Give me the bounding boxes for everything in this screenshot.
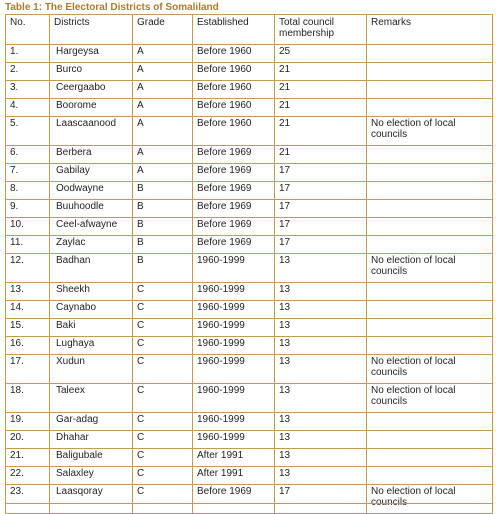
header-districts: Districts — [50, 15, 133, 45]
cell-district: Taleex — [50, 384, 133, 413]
cell-total-council-membership: 17 — [275, 182, 367, 200]
cell-district: Salaxley — [50, 467, 133, 485]
cell-grade: C — [133, 413, 193, 431]
cell-district: Sheekh — [50, 283, 133, 301]
cell-grade: A — [133, 45, 193, 63]
table-row — [6, 431, 493, 449]
cell-established: Before 1969 — [193, 200, 275, 218]
cell-grade: C — [133, 449, 193, 467]
cell-total-council-membership: 21 — [275, 81, 367, 99]
cell-district: Xudun — [50, 355, 133, 384]
cell-no: 11. — [6, 236, 50, 254]
cell-grade: C — [133, 301, 193, 319]
table-row — [6, 63, 493, 81]
cell-remarks — [367, 301, 493, 319]
cell-remarks — [367, 467, 493, 485]
cell-remarks — [367, 146, 493, 164]
table-row — [6, 218, 493, 236]
cell-total-council-membership: 17 — [275, 200, 367, 218]
cell-total-council-membership: 13 — [275, 467, 367, 485]
cell-remarks: No election of local councils — [367, 254, 493, 283]
cell-district: Gar-adag — [50, 413, 133, 431]
cell-district: Laascaanood — [50, 117, 133, 146]
cell-district: Buuhoodle — [50, 200, 133, 218]
cell-no: 16. — [6, 337, 50, 355]
cell-established: Before 1960 — [193, 63, 275, 81]
cell-grade: C — [133, 467, 193, 485]
cell-total-council-membership: 13 — [275, 355, 367, 384]
cell-total-council-membership: 17 — [275, 236, 367, 254]
cell-district: Berbera — [50, 146, 133, 164]
table-title: Table 1: The Electoral Districts of Somaliland — [5, 2, 219, 13]
cell-grade: A — [133, 164, 193, 182]
table-row — [6, 301, 493, 319]
cell-total-council-membership: 13 — [275, 413, 367, 431]
cell-remarks — [367, 63, 493, 81]
cell-total-council-membership: 17 — [275, 218, 367, 236]
cell-established: 1960-1999 — [193, 431, 275, 449]
cell-no: 2. — [6, 63, 50, 81]
table-row — [6, 81, 493, 99]
cell-remarks — [367, 337, 493, 355]
cell-district: Oodwayne — [50, 182, 133, 200]
table-row — [6, 485, 493, 514]
cell-remarks — [367, 431, 493, 449]
cell-remarks: No election of local councils — [367, 384, 493, 413]
table-row — [6, 283, 493, 301]
cell-no: 19. — [6, 413, 50, 431]
cell-total-council-membership: 13 — [275, 431, 367, 449]
table-row — [6, 99, 493, 117]
cell-district: Baligubale — [50, 449, 133, 467]
cell-established: After 1991 — [193, 467, 275, 485]
table-row — [6, 45, 493, 63]
cell-no: 10. — [6, 218, 50, 236]
cell-district: Baki — [50, 319, 133, 337]
cell-no: 13. — [6, 283, 50, 301]
cell-established: 1960-1999 — [193, 337, 275, 355]
table-row — [6, 337, 493, 355]
cell-district: Ceergaabo — [50, 81, 133, 99]
cell-grade: B — [133, 254, 193, 283]
cell-total-council-membership: 13 — [275, 319, 367, 337]
table-row — [6, 236, 493, 254]
cell-total-council-membership: 13 — [275, 254, 367, 283]
cell-remarks — [367, 319, 493, 337]
cell-remarks: No election of local — [367, 485, 493, 514]
cell-no: 7. — [6, 164, 50, 182]
cell-district: Boorome — [50, 99, 133, 117]
cell-no: 22. — [6, 467, 50, 485]
cell-remarks — [367, 45, 493, 63]
cell-total-council-membership: 17 — [275, 485, 367, 514]
electoral-districts-table — [5, 14, 493, 514]
cell-established: Before 1969 — [193, 146, 275, 164]
cell-no: 4. — [6, 99, 50, 117]
cell-established: Before 1960 — [193, 45, 275, 63]
header-grade: Grade — [133, 15, 193, 45]
cell-grade: C — [133, 485, 193, 514]
cell-no: 17. — [6, 355, 50, 384]
cell-established: 1960-1999 — [193, 413, 275, 431]
cell-no: 3. — [6, 81, 50, 99]
cell-district: Hargeysa — [50, 45, 133, 63]
cell-total-council-membership: 13 — [275, 449, 367, 467]
cell-no: 9. — [6, 200, 50, 218]
cell-total-council-membership: 13 — [275, 283, 367, 301]
cell-established: Before 1960 — [193, 99, 275, 117]
cell-no: 14. — [6, 301, 50, 319]
cell-no: 20. — [6, 431, 50, 449]
cell-grade: B — [133, 182, 193, 200]
header-remarks: Remarks — [367, 15, 493, 45]
cell-remarks — [367, 413, 493, 431]
cell-established: 1960-1999 — [193, 301, 275, 319]
cell-total-council-membership: 13 — [275, 301, 367, 319]
cell-grade: C — [133, 283, 193, 301]
cell-grade: C — [133, 431, 193, 449]
cell-established: 1960-1999 — [193, 355, 275, 384]
table-row — [6, 355, 493, 384]
cell-grade: C — [133, 337, 193, 355]
cell-grade: A — [133, 81, 193, 99]
cell-remarks — [367, 164, 493, 182]
cell-district: Gabilay — [50, 164, 133, 182]
cell-grade: B — [133, 218, 193, 236]
cell-no: 5. — [6, 117, 50, 146]
cell-no: 6. — [6, 146, 50, 164]
cell-remarks — [367, 218, 493, 236]
cell-district: Lughaya — [50, 337, 133, 355]
cell-district: Badhan — [50, 254, 133, 283]
cell-grade: A — [133, 99, 193, 117]
table-row — [6, 117, 493, 146]
cell-remarks — [367, 81, 493, 99]
cell-established: Before 1960 — [193, 117, 275, 146]
cell-no: 12. — [6, 254, 50, 283]
cell-grade: C — [133, 355, 193, 384]
table-row — [6, 254, 493, 283]
table-row — [6, 467, 493, 485]
table-row — [6, 413, 493, 431]
cell-established: 1960-1999 — [193, 254, 275, 283]
table-row — [6, 319, 493, 337]
cell-remarks — [367, 182, 493, 200]
cell-total-council-membership: 13 — [275, 384, 367, 413]
cell-grade: C — [133, 384, 193, 413]
cell-grade: A — [133, 117, 193, 146]
table-row — [6, 384, 493, 413]
bottom-rule — [5, 503, 492, 504]
cell-district: Dhahar — [50, 431, 133, 449]
table-header-row — [6, 15, 493, 45]
cell-established: Before 1960 — [193, 81, 275, 99]
cell-remarks — [367, 200, 493, 218]
cell-remarks — [367, 236, 493, 254]
cell-total-council-membership: 13 — [275, 337, 367, 355]
cell-total-council-membership: 21 — [275, 99, 367, 117]
cell-no: 8. — [6, 182, 50, 200]
cell-total-council-membership: 21 — [275, 146, 367, 164]
cell-total-council-membership: 21 — [275, 117, 367, 146]
cell-no: 15. — [6, 319, 50, 337]
cell-grade: A — [133, 63, 193, 81]
cell-established: 1960-1999 — [193, 384, 275, 413]
table-row — [6, 449, 493, 467]
cell-established: 1960-1999 — [193, 319, 275, 337]
cell-district: Burco — [50, 63, 133, 81]
table-row — [6, 146, 493, 164]
table-row — [6, 182, 493, 200]
cell-established: Before 1969 — [193, 164, 275, 182]
cell-established: Before 1969 — [193, 218, 275, 236]
cell-no: 21. — [6, 449, 50, 467]
cell-remarks — [367, 449, 493, 467]
cell-established: Before 1969 — [193, 236, 275, 254]
cell-total-council-membership: 25 — [275, 45, 367, 63]
header-total-council-membership: Total council membership — [275, 15, 367, 45]
cell-district: Laasqoray — [50, 485, 133, 514]
table-row — [6, 164, 493, 182]
cell-district: Caynabo — [50, 301, 133, 319]
cell-established: After 1991 — [193, 449, 275, 467]
cell-total-council-membership: 17 — [275, 164, 367, 182]
cell-grade: B — [133, 236, 193, 254]
cell-total-council-membership: 21 — [275, 63, 367, 81]
cell-remarks — [367, 283, 493, 301]
cell-no: 1. — [6, 45, 50, 63]
header-no: No. — [6, 15, 50, 45]
header-established: Established — [193, 15, 275, 45]
cell-district: Zaylac — [50, 236, 133, 254]
table-body — [6, 45, 493, 514]
cell-no: 23. — [6, 485, 50, 514]
table-row — [6, 200, 493, 218]
cell-established: 1960-1999 — [193, 283, 275, 301]
cell-remarks: No election of local councils — [367, 117, 493, 146]
cell-grade: B — [133, 200, 193, 218]
cell-no: 18. — [6, 384, 50, 413]
cell-established: Before 1969 — [193, 485, 275, 514]
cell-grade: A — [133, 146, 193, 164]
cell-remarks — [367, 99, 493, 117]
cell-district: Ceel-afwayne — [50, 218, 133, 236]
cell-established: Before 1969 — [193, 182, 275, 200]
cell-grade: C — [133, 319, 193, 337]
cell-remarks: No election of local councils — [367, 355, 493, 384]
